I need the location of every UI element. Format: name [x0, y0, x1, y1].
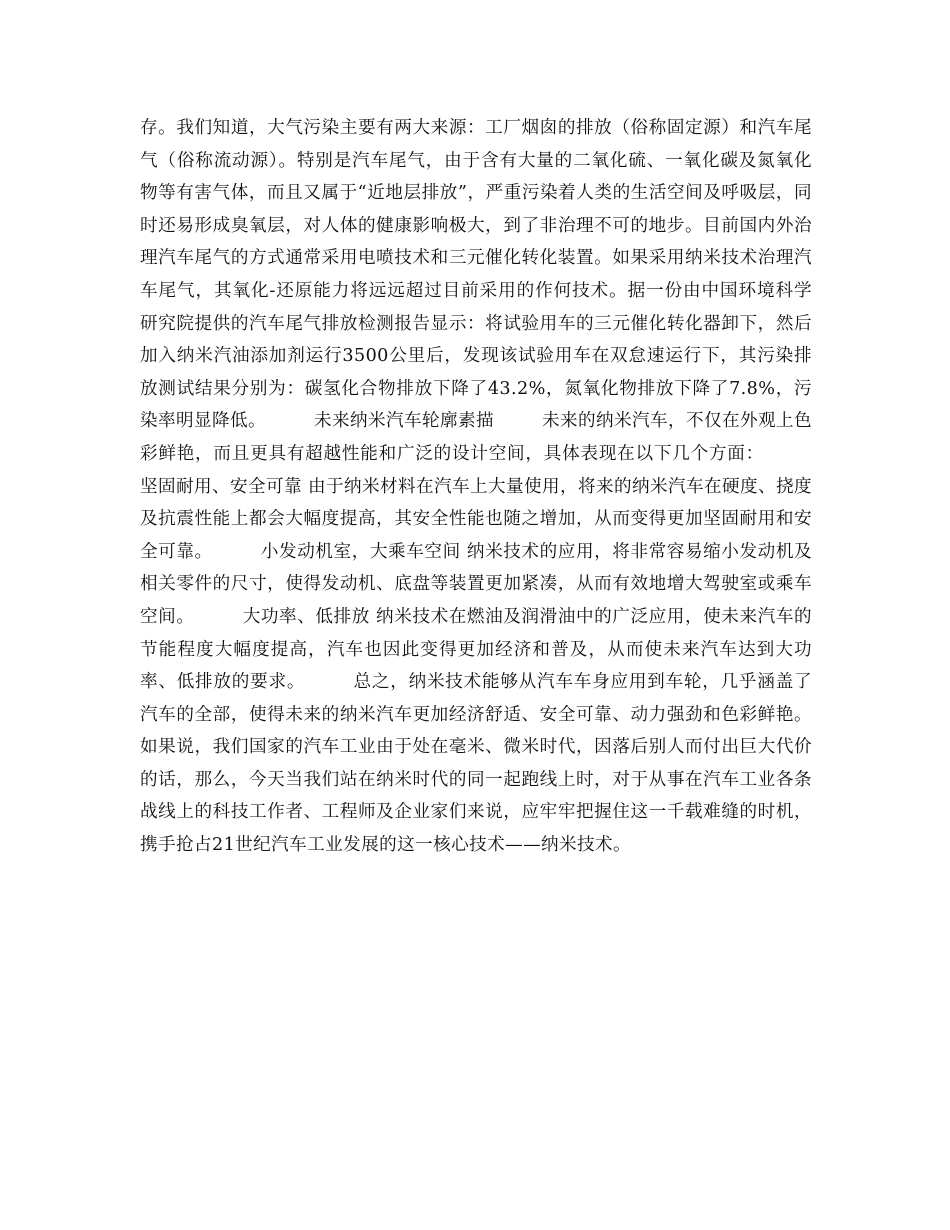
section-heading-sketch: 未来纳米汽车轮廓素描	[314, 411, 494, 432]
text-segment-low-emission: 大功率、低排放 纳米技术在燃油及润滑油中的广泛应用，使未来汽车的节能程度大幅度提高，汽车也因此变得更加经济和普及，从而使未来汽车达到大功率、低排放的要求。	[140, 606, 812, 693]
text-segment-conclusion: 总之，纳米技术能够从汽车车身应用到车轮，几乎涵盖了汽车的全部，使得未来的纳米汽车更加经济舒适、安全可靠、动力强劲和色彩鲜艳。如果说，我们国家的汽车工业由于处在毫米、微米时代，因落后别人而付出巨大代价的话，那么，今天当我们站在纳米时代的同一起跑线上时，对于从事在汽车工业各条战线上的科技工作者、工程师及企业家们来说，应牢牢把握住这一千载难缝的时机，携手抢占21世纪汽车工业发展的这一核心技术——纳米技术。	[140, 672, 812, 856]
text-segment-pollution: 存。我们知道，大气污染主要有两大来源：工厂烟囱的排放（俗称固定源）和汽车尾气（俗称流动源）。特别是汽车尾气，由于含有大量的二氧化硫、一氧化碳及氮氧化物等有害气体，而且又属于“近地层排放”，严重污染着人类的生活空间及呼吸层，同时还易形成臭氧层，对人体的健康影响极大，到了非治理不可的地步。目前国内外治理汽车尾气的方式通常采用电喷技术和三元催化转化装置。如果采用纳米技术治理汽车尾气，其氧化-还原能力将远远超过目前采用的作何技术。据一份由中国环境科学研究院提供的汽车尾气排放检测报告显示：将试验用车的三元催化转化器卸下，然后加入纳米汽油添加剂运行3500公里后，发现该试验用车在双怠速运行下，其污染排放测试结果分别为：碳氢化合物排放下降了43.2%，氮氧化物排放下降了7.8%，污染率明显降低。	[140, 118, 812, 432]
body-paragraph	[140, 112, 812, 862]
text-segment-future-car: 未来的纳米汽车，不仅在外观上色彩鲜艳，而且更具有超越性能和广泛的设计空间，具体表现在以下几个方面：	[140, 411, 812, 464]
text-segment-compact-engine: 小发动机室，大乘车空间 纳米技术的应用，将非常容易缩小发动机及相关零件的尺寸，使得发动机、底盘等装置更加紧凑，从而有效地增大驾驶室或乘车空间。	[140, 541, 812, 627]
text-segment-durable: 坚固耐用、安全可靠 由于纳米材料在汽车上大量使用，将来的纳米汽车在硬度、挠度及抗震性能上都会大幅度提高，其安全性能也随之增加，从而变得更加坚固耐用和安全可靠。	[140, 476, 812, 562]
